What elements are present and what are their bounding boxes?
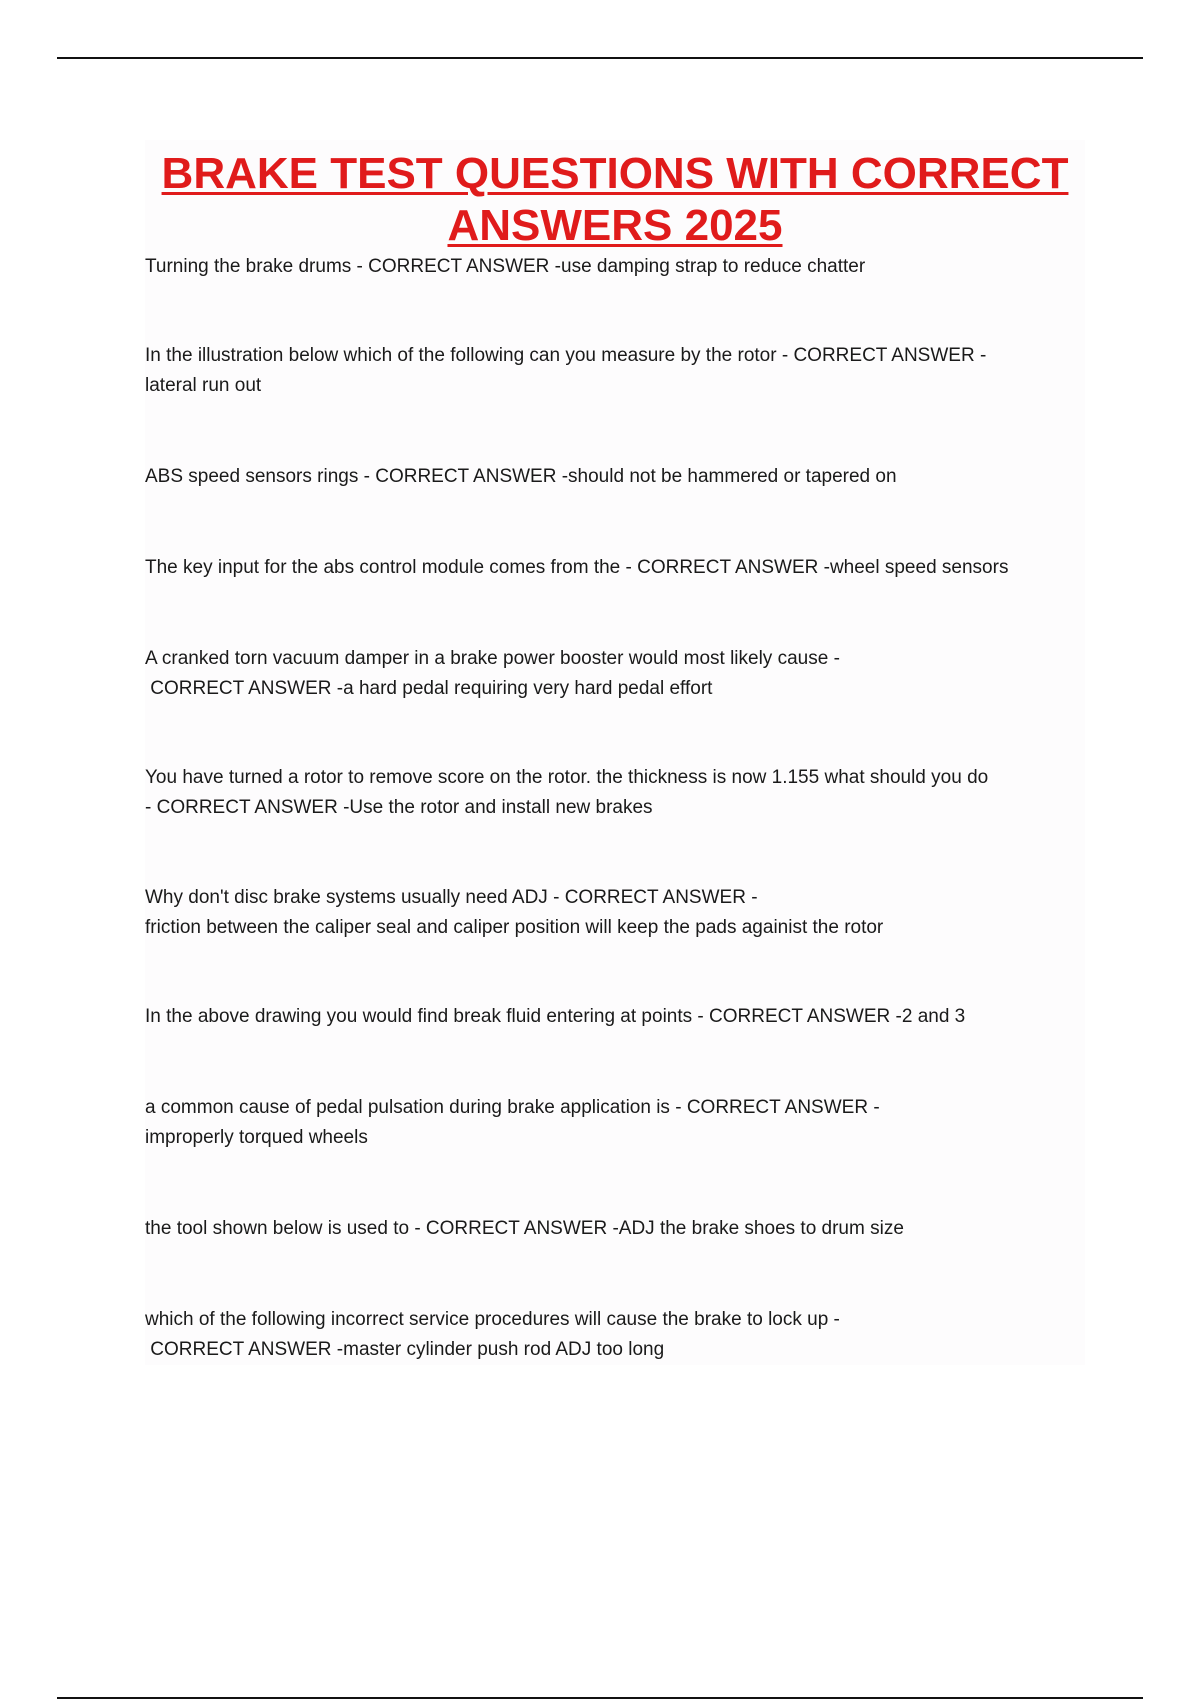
qa-item-2	[145, 341, 1085, 401]
qa-line: which of the following incorrect service procedures will cause the brake to lock up -	[145, 1309, 840, 1330]
qa-line: In the illustration below which of the following can you measure by the rotor - CORRECT ANSWER -	[145, 345, 987, 366]
qa-line: A cranked torn vacuum damper in a brake power booster would most likely cause -	[145, 648, 840, 669]
qa-line: ABS speed sensors rings - CORRECT ANSWER -should not be hammered or tapered on	[145, 466, 897, 487]
document-title: BRAKE TEST QUESTIONS WITH CORRECT ANSWERS 2025	[161, 149, 1069, 250]
qa-list	[145, 252, 1085, 1365]
qa-item-5	[145, 644, 1085, 704]
qa-item-7	[145, 883, 1085, 943]
qa-line: You have turned a rotor to remove score on the rotor. the thickness is now 1.155 what should you do	[145, 767, 989, 788]
qa-line: CORRECT ANSWER -master cylinder push rod ADJ too long	[145, 1339, 665, 1360]
qa-line: lateral run out	[145, 375, 262, 396]
qa-line: improperly torqued wheels	[145, 1127, 368, 1148]
qa-item-11	[145, 1305, 1085, 1365]
qa-item-4	[145, 553, 1085, 583]
top-rule	[57, 57, 1143, 59]
qa-item-9	[145, 1093, 1085, 1153]
bottom-rule	[57, 1697, 1143, 1699]
qa-line: Why don't disc brake systems usually need ADJ - CORRECT ANSWER -	[145, 887, 758, 908]
qa-item-8	[145, 1002, 1085, 1032]
document-body	[145, 140, 1085, 1365]
qa-line: Turning the brake drums - CORRECT ANSWER -use damping strap to reduce chatter	[145, 256, 866, 277]
qa-line: friction between the caliper seal and caliper position will keep the pads againist the rotor	[145, 917, 884, 938]
qa-line: the tool shown below is used to - CORRECT ANSWER -ADJ the brake shoes to drum size	[145, 1218, 904, 1239]
qa-item-3	[145, 462, 1085, 492]
qa-item-10	[145, 1214, 1085, 1244]
qa-line: - CORRECT ANSWER -Use the rotor and install new brakes	[145, 797, 653, 818]
qa-item-1	[145, 252, 1085, 282]
qa-line: CORRECT ANSWER -a hard pedal requiring very hard pedal effort	[145, 678, 713, 699]
qa-item-6	[145, 763, 1085, 823]
qa-line: In the above drawing you would find break fluid entering at points - CORRECT ANSWER -2 and 3	[145, 1006, 966, 1027]
qa-line: The key input for the abs control module comes from the - CORRECT ANSWER -wheel speed sensors	[145, 557, 1009, 578]
qa-line: a common cause of pedal pulsation during brake application is - CORRECT ANSWER -	[145, 1097, 880, 1118]
